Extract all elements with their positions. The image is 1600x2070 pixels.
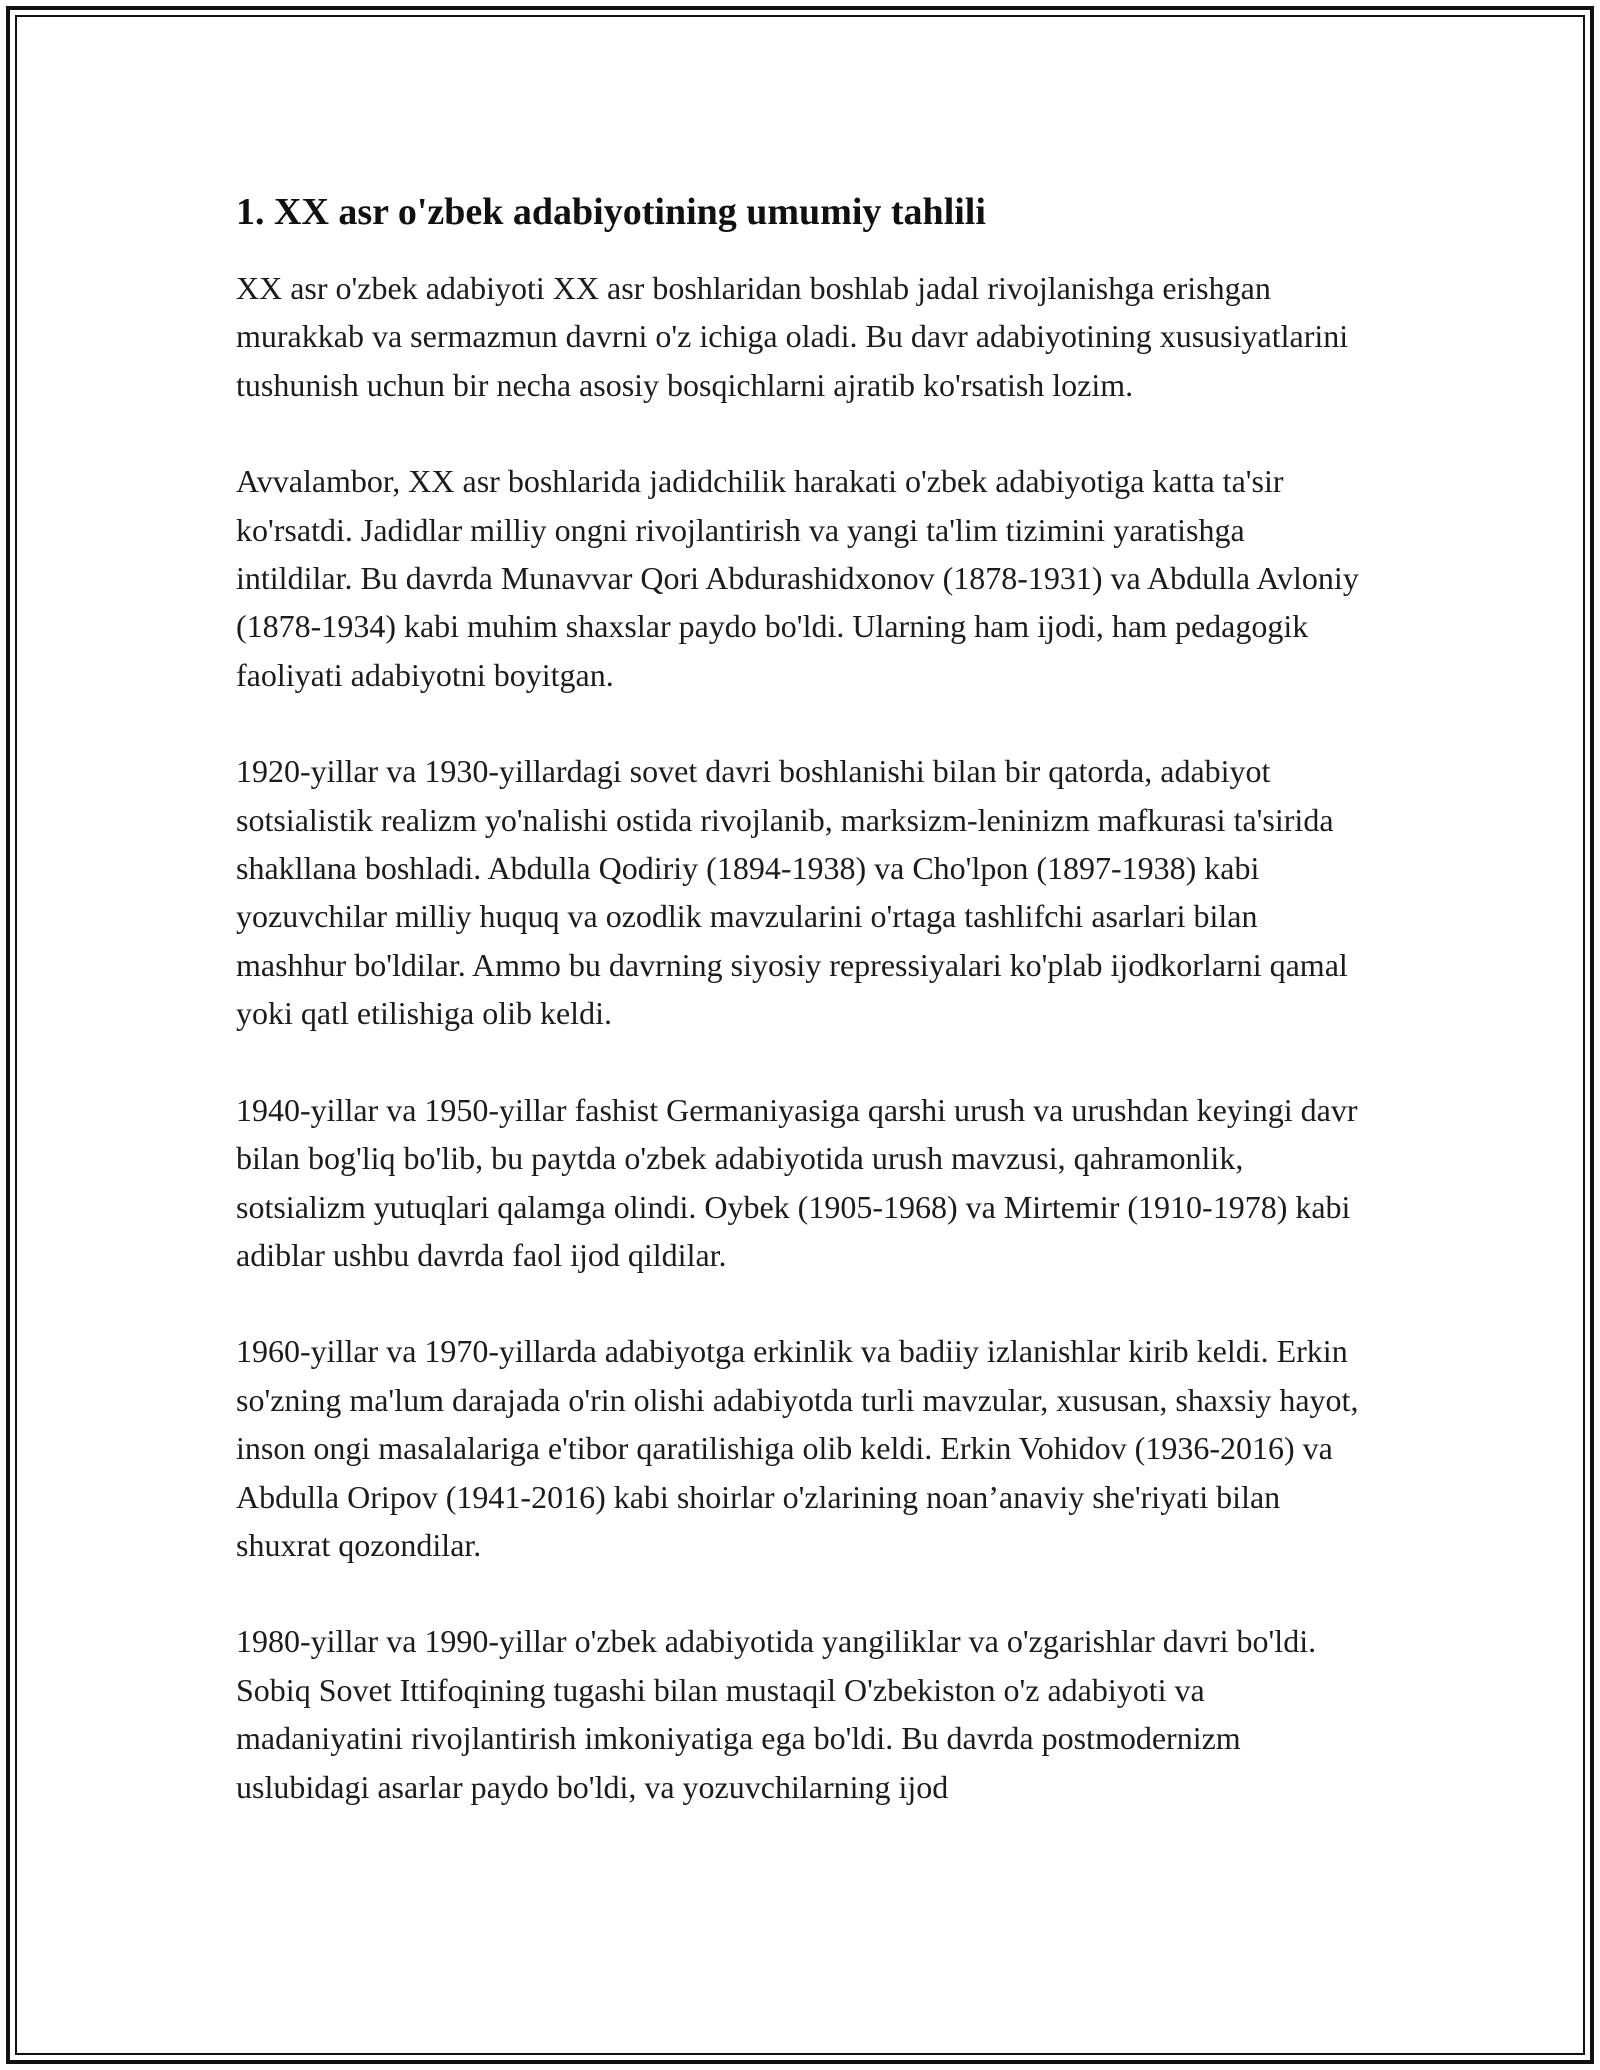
paragraph: 1920-yillar va 1930-yillardagi sovet davri boshlanishi bilan bir qatorda, adabiyot sotsialistik realizm yo'nalishi ostida rivojlanib, marksizm-leninizm mafkurasi ta'sirida shakllana boshladi. Abdulla Qodiriy (1894-1938) va Cho'lpon (1897-1938) kabi yozuvchilar milliy huquq va ozodlik mavzularini o'rtaga tashlifchi asarlari bilan mashhur bo'ldilar. Ammo bu davrning siyosiy repressiyalari ko'plab ijodkorlarni qamal yoki qatl etilishiga olib keldi.: [236, 753, 1348, 1032]
section-heading: 1. XX asr o'zbek adabiyotining umumiy tahlili: [236, 191, 986, 233]
paragraph: 1980-yillar va 1990-yillar o'zbek adabiyotida yangiliklar va o'zgarishlar davri bo'ldi. Sobiq Sovet Ittifoqining tugashi bilan mustaqil O'zbekiston o'z adabiyoti va madaniyatini rivojlantirish imkoniyatiga ega bo'ldi. Bu davrda postmodernizm uslubidagi asarlar paydo bo'ldi, va yozuvchilarning ijod: [236, 1623, 1317, 1805]
document-body: [236, 186, 1366, 1859]
paragraph: 1960-yillar va 1970-yillarda adabiyotga erkinlik va badiiy izlanishlar kirib keldi. Erkin so'zning ma'lum darajada o'rin olishi adabiyotda turli mavzular, xususan, shaxsiy hayot, inson ongi masalalariga e'tibor qaratilishiga olib keldi. Erkin Vohidov (1936-2016) va Abdulla Oripov (1941-2016) kabi shoirlar o'zlarining noan’anaviy she'riyati bilan shuxrat qozondilar.: [236, 1333, 1359, 1563]
paragraph: Avvalambor, XX asr boshlarida jadidchilik harakati o'zbek adabiyotiga katta ta'sir ko'rsatdi. Jadidlar milliy ongni rivojlantirish va yangi ta'lim tizimini yaratishga intildilar. Bu davrda Munavvar Qori Abdurashidxonov (1878-1931) va Abdulla Avloniy (1878-1934) kabi muhim shaxslar paydo bo'ldi. Ularning ham ijodi, ham pedagogik faoliyati adabiyotni boyitgan.: [236, 463, 1359, 693]
paragraph: XX asr o'zbek adabiyoti XX asr boshlaridan boshlab jadal rivojlanishga erishgan murakkab va sermazmun davrni o'z ichiga oladi. Bu davr adabiyotining xususiyatlarini tushunish uchun bir necha asosiy bosqichlarni ajratib ko'rsatish lozim.: [236, 270, 1349, 403]
paragraph: 1940-yillar va 1950-yillar fashist Germaniyasiga qarshi urush va urushdan keyingi davr bilan bog'liq bo'lib, bu paytda o'zbek adabiyotida urush mavzusi, qahramonlik, sotsializm yutuqlari qalamga olindi. Oybek (1905-1968) va Mirtemir (1910-1978) kabi adiblar ushbu davrda faol ijod qildilar.: [236, 1091, 1358, 1273]
